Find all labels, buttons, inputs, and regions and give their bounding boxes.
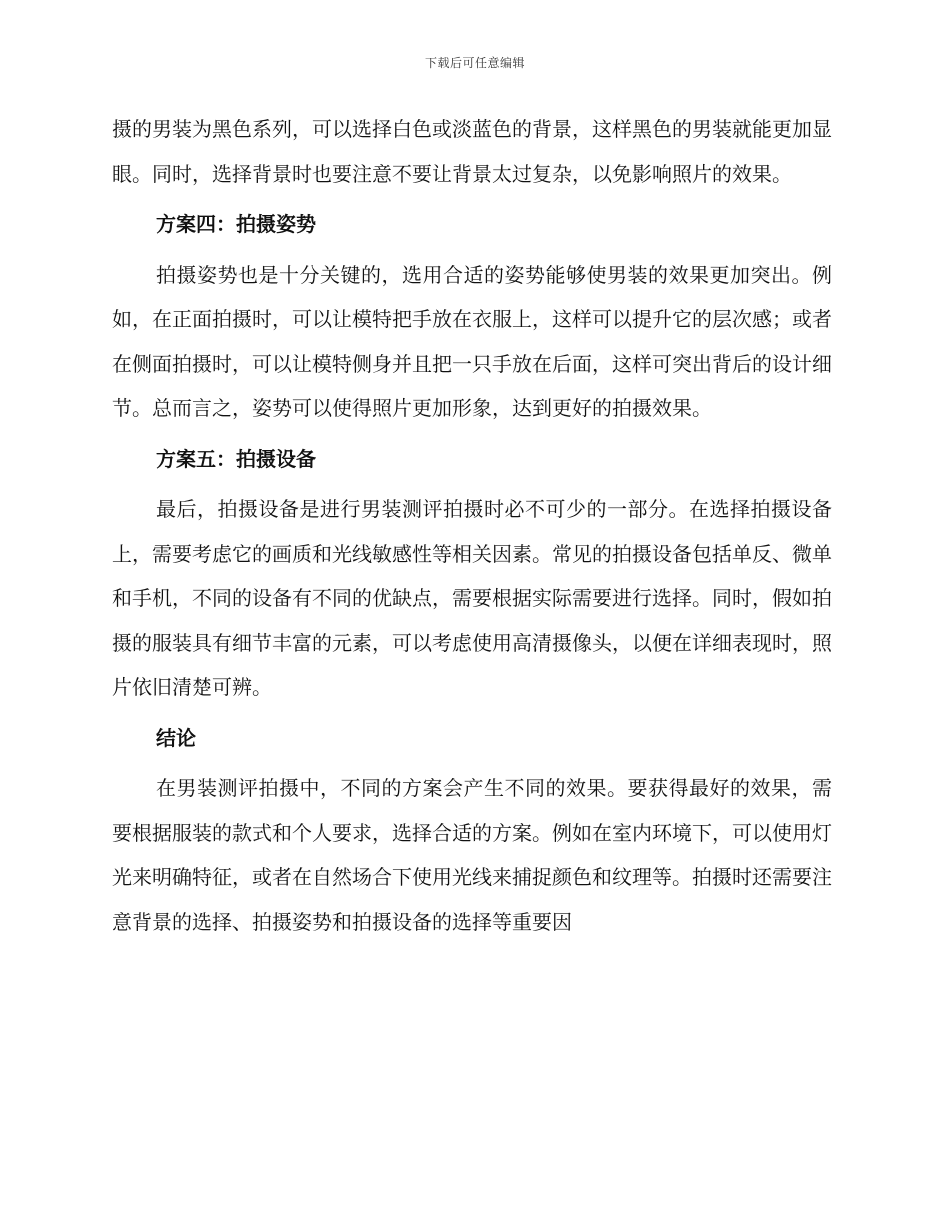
section-heading-equipment: 方案五：拍摄设备 — [156, 446, 316, 471]
section-heading-conclusion: 结论 — [156, 725, 196, 750]
section-heading-pose: 方案四：拍摄姿势 — [156, 212, 316, 236]
paragraph-equipment: 最后，拍摄设备是进行男装测评拍摄时必不可少的一部分。在选择拍摄设备上，需要考虑它的画质和光线敏感性等相关因素。常见的拍摄设备包括单反、微单和手机，不同的设备有不同的优缺点，需要根据实际需要进行选择。同时，假如拍摄的服装具有细节丰富的元素，可以考虑使用高清摄像头，以便在详细表现时，照片依旧清楚可辨。 — [112, 497, 832, 699]
paragraph-conclusion: 在男装测评拍摄中，不同的方案会产生不同的效果。要获得最好的效果，需要根据服装的款式和个人要求，选择合适的方案。例如在室内环境下，可以使用灯光来明确特征，或者在自然场合下使用光线来捕捉颜色和纹理等。拍摄时还需要注意背景的选择、拍摄姿势和拍摄设备的选择等重要因 — [112, 776, 832, 934]
document-body — [112, 107, 832, 944]
paragraph-continuation: 摄的男装为黑色系列，可以选择白色或淡蓝色的背景，这样黑色的男装就能更加显眼。同时，选择背景时也要注意不要让背景太过复杂，以免影响照片的效果。 — [112, 117, 832, 186]
page-header-note: 下载后可任意编辑 — [424, 56, 525, 70]
paragraph-pose: 拍摄姿势也是十分关键的，选用合适的姿势能够使男装的效果更加突出。例如，在正面拍摄时，可以让模特把手放在衣服上，这样可以提升它的层次感；或者在侧面拍摄时，可以让模特侧身并且把一只手放在后面，这样可突出背后的设计细节。总而言之，姿势可以使得照片更加形象，达到更好的拍摄效果。 — [112, 262, 832, 420]
